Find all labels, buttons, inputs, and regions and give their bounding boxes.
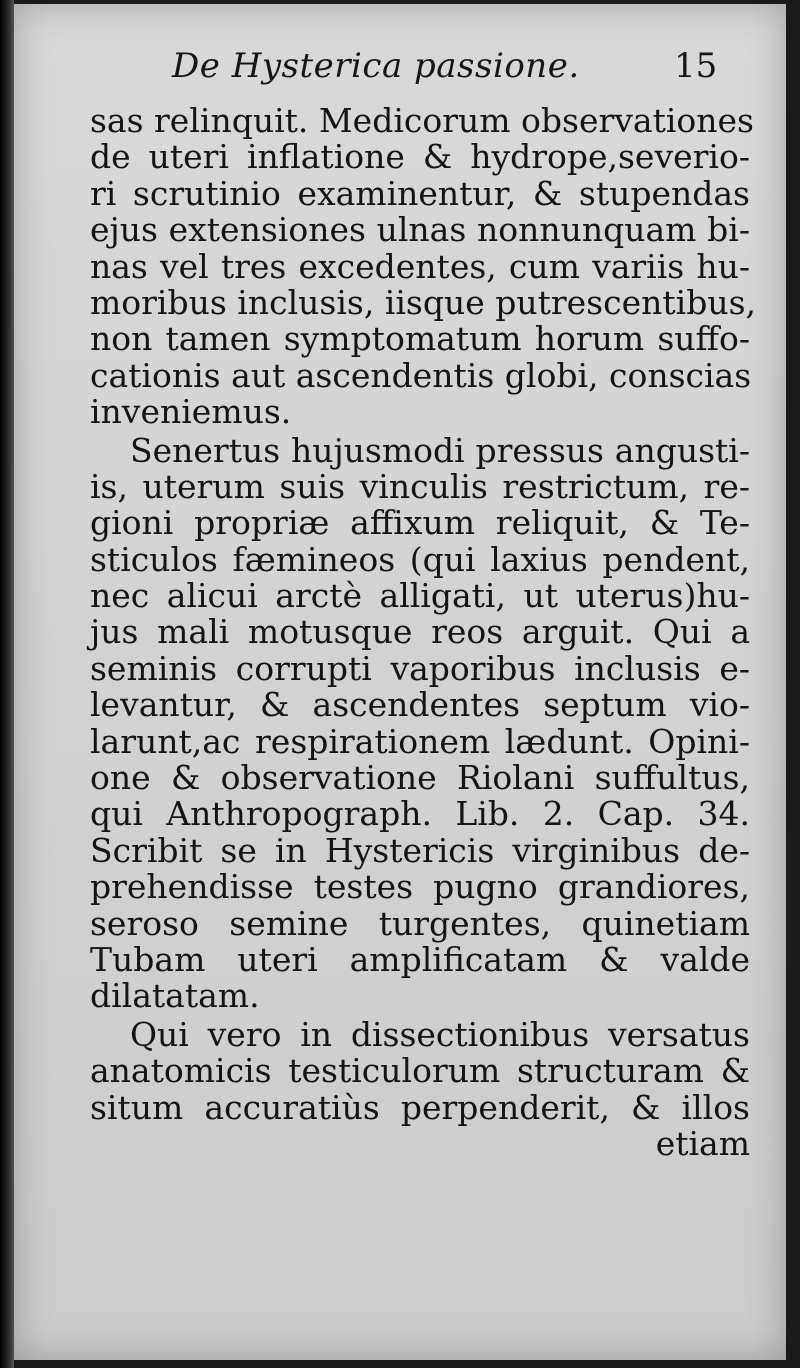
text-line: is, uterum suis vinculis restrictum, re- xyxy=(90,466,750,506)
text-line: nec alicui arctè alligati, ut uterus)hu- xyxy=(90,576,750,616)
text-line: levantur, & ascendentes septum vio- xyxy=(90,685,750,725)
text-line: moribus inclusis, iisque putrescentibus, xyxy=(90,282,756,322)
book-gutter xyxy=(0,0,14,1368)
text-line: seminis corrupti vaporibus inclusis e- xyxy=(90,648,750,688)
paragraph-3 xyxy=(90,1014,750,1163)
paragraph-2 xyxy=(90,430,750,1016)
text-line: larunt,ac respirationem lædunt. Opini- xyxy=(90,721,750,761)
catchword: etiam xyxy=(655,1123,750,1163)
text-line: ejus extensiones ulnas nonnunquam bi- xyxy=(90,210,750,250)
text-line: de uteri inflatione & hydrope,severio- xyxy=(90,137,750,177)
book-page xyxy=(14,4,786,1360)
paragraph-1 xyxy=(90,101,756,432)
text-line: prehendisse testes pugno grandiores, xyxy=(90,867,750,907)
text-line: jus mali motusque reos arguit. Qui a xyxy=(90,612,750,652)
text-line: sticulos fæmineos (qui laxius pendent, xyxy=(90,539,750,579)
text-line: Senertus hujusmodi pressus angusti- xyxy=(130,430,750,470)
text-line: ri scrutinio examinentur, & stupendas xyxy=(90,173,750,213)
text-line: situm accuratiùs perpenderit, & illos xyxy=(90,1087,750,1127)
running-head: De Hysterica passione. xyxy=(172,46,580,86)
text-line: gioni propriæ affixum reliquit, & Te- xyxy=(90,503,750,543)
text-line: Qui vero in dissectionibus versatus xyxy=(130,1014,750,1054)
text-line: sas relinquit. Medicorum observationes xyxy=(90,101,754,140)
text-line: nas vel tres excedentes, cum variis hu- xyxy=(90,246,750,286)
text-line: qui Anthropograph. Lib. 2. Cap. 34. xyxy=(90,794,750,834)
text-line: non tamen symptomatum horum suffo- xyxy=(90,319,750,359)
text-line: seroso semine turgentes, quinetiam xyxy=(90,903,750,943)
text-line: one & observatione Riolani suffultus, xyxy=(90,758,750,798)
text-line: dilatatam. xyxy=(90,976,260,1016)
text-line: Scribit se in Hystericis virginibus de- xyxy=(90,830,750,870)
text-line: inveniemus. xyxy=(90,392,292,432)
page-body xyxy=(90,101,756,1163)
page-header xyxy=(14,44,786,104)
text-line: cationis aut ascendentis globi, conscias xyxy=(90,355,752,395)
text-line: Tubam uteri amplificatam & valde xyxy=(90,939,750,979)
text-line: anatomicis testiculorum structuram & xyxy=(90,1051,750,1091)
page-number: 15 xyxy=(674,46,718,86)
